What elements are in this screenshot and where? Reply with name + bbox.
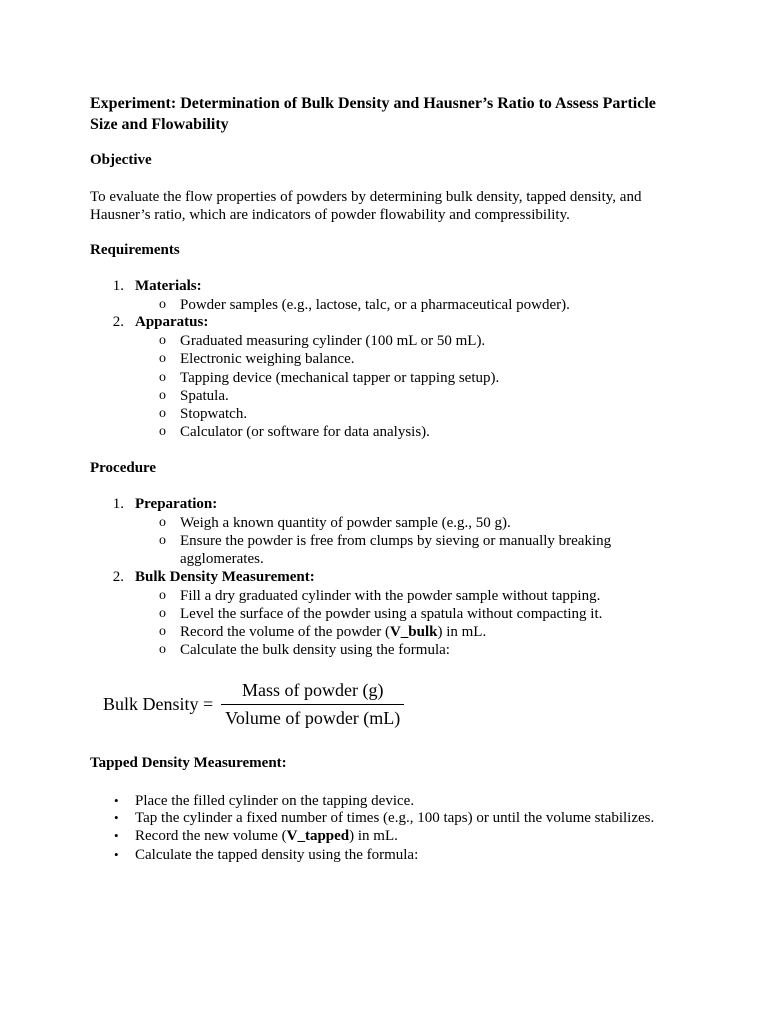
list-item: Calculator (or software for data analysis). — [180, 424, 430, 440]
preparation-label: Preparation: — [135, 496, 218, 512]
document-title: Experiment: Determination of Bulk Density and Hausner’s Ratio to Assess Particle Size and Flowability — [90, 95, 656, 133]
sub-bullet: o — [159, 533, 166, 548]
list-item: Tap the cylinder a fixed number of times (e.g., 100 taps) or until the volume stabilizes. — [135, 810, 655, 826]
list-item-continued: agglomerates. — [180, 551, 264, 567]
formula-lhs: Bulk Density = — [103, 694, 214, 714]
bulk-density-label: Bulk Density Measurement: — [135, 569, 315, 585]
bullet: • — [114, 810, 119, 825]
tapped-density-heading: Tapped Density Measurement: — [90, 755, 287, 771]
sub-bullet: o — [159, 588, 166, 603]
bullet: • — [114, 828, 119, 843]
sub-bullet: o — [159, 642, 166, 657]
list-item: Fill a dry graduated cylinder with the powder sample without tapping. — [180, 588, 601, 604]
objective-line-2: Hausner’s ratio, which are indicators of powder flowability and compressibility. — [90, 207, 570, 223]
list-number: 2. — [112, 314, 124, 330]
objective-line-1: To evaluate the flow properties of powders by determining bulk density, tapped density, and — [90, 189, 642, 205]
apparatus-label: Apparatus: — [135, 314, 209, 330]
list-item: Weigh a known quantity of powder sample (e.g., 50 g). — [180, 515, 511, 531]
list-item: Tapping device (mechanical tapper or tapping setup). — [180, 370, 500, 386]
bulk-density-formula — [103, 680, 404, 729]
list-item: Spatula. — [180, 388, 229, 404]
list-item: Place the filled cylinder on the tapping device. — [135, 793, 415, 809]
list-number: 1. — [112, 278, 124, 294]
bullet: • — [114, 847, 119, 862]
sub-bullet: o — [159, 370, 166, 385]
list-number: 2. — [112, 569, 124, 585]
sub-bullet: o — [159, 297, 166, 312]
list-item: Calculate the bulk density using the formula: — [180, 642, 450, 658]
requirements-heading: Requirements — [90, 242, 180, 258]
sub-bullet: o — [159, 606, 166, 621]
formula-denominator: Volume of powder (mL) — [221, 704, 404, 729]
materials-label: Materials: — [135, 278, 202, 294]
bullet: • — [114, 793, 119, 808]
list-item: Electronic weighing balance. — [180, 351, 355, 367]
sub-bullet: o — [159, 388, 166, 403]
sub-bullet: o — [159, 515, 166, 530]
sub-bullet: o — [159, 333, 166, 348]
list-item: Record the new volume (V_tapped) in mL. — [135, 828, 398, 844]
list-item: Graduated measuring cylinder (100 mL or 50 mL). — [180, 333, 486, 349]
formula-fraction — [221, 680, 404, 729]
list-item: Record the volume of the powder (V_bulk) in mL. — [180, 624, 487, 640]
list-number: 1. — [112, 496, 124, 512]
formula-numerator: Mass of powder (g) — [241, 680, 384, 700]
sub-bullet: o — [159, 624, 166, 639]
list-item: Ensure the powder is free from clumps by sieving or manually breaking — [180, 533, 612, 549]
objective-heading: Objective — [90, 152, 152, 168]
sub-bullet: o — [159, 351, 166, 366]
list-item: Stopwatch. — [180, 406, 248, 422]
list-item: Level the surface of the powder using a spatula without compacting it. — [180, 606, 603, 622]
sub-bullet: o — [159, 406, 166, 421]
procedure-heading: Procedure — [90, 460, 157, 476]
list-item: Calculate the tapped density using the formula: — [135, 847, 419, 863]
sub-bullet: o — [159, 424, 166, 439]
list-item: Powder samples (e.g., lactose, talc, or a pharmaceutical powder). — [180, 297, 570, 313]
